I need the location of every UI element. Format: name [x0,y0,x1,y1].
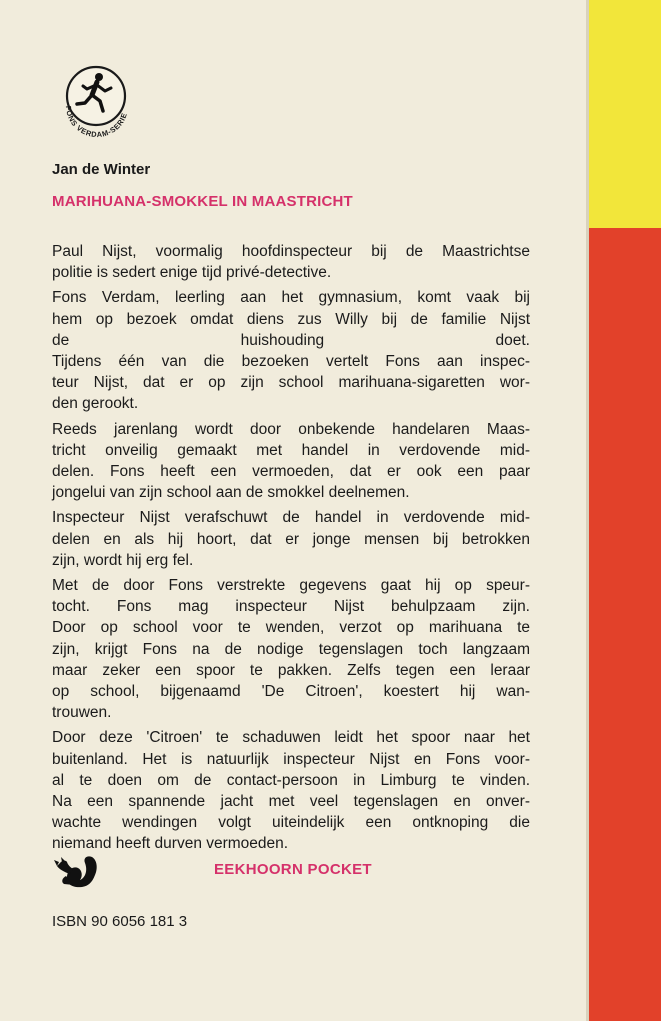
blurb-line: niemand heeft durven vermoeden. [52,835,289,853]
blurb-line: maar zeker een spoor te pakken. Zelfs tegen een leraar [52,661,530,679]
blurb-paragraph [52,241,530,283]
blurb-line: buitenland. Het is natuurlijk inspecteur Nijst en Fons voor- [52,750,530,768]
author-name: Jan de Winter [52,161,151,178]
blurb-paragraph [52,287,530,414]
blurb-line: politie is sedert enige tijd privé-detective. [52,264,332,282]
blurb-line: Reeds jarenlang wordt door onbekende handelaren Maas- [52,420,530,438]
blurb-line: Inspecteur Nijst verafschuwt de handel in verdovende mid- [52,509,530,527]
blurb-line: delen. Fons heeft een vermoeden, dat er ook een paar [52,463,530,481]
blurb-line: de huishouding doet. [52,331,530,349]
blurb-line: Door deze 'Citroen' te schaduwen leidt het spoor naar het [52,729,530,747]
book-title: MARIHUANA-SMOKKEL IN MAASTRICHT [52,193,353,210]
yellow-color-stripe [589,0,661,228]
blurb-paragraph [52,419,530,504]
blurb-paragraph [52,575,530,723]
blurb-line: delen en als hij hoort, dat er jonge mensen bij betrokken [52,530,530,548]
isbn-number: ISBN 90 6056 181 3 [52,913,188,930]
blurb-line: tricht onveilig gemaakt met handel in verdovende mid- [52,441,530,459]
blurb-line: al te doen om de contact-persoon in Limburg te vinden. [52,771,530,789]
blurb-line: hem op bezoek omdat diens zus Willy bij de familie Nijst [52,310,530,328]
blurb-text [52,241,530,859]
blurb-line: op school, bijgenaamd 'De Citroen', koestert hij wan- [52,683,530,701]
blurb-line: jongelui van zijn school aan de smokkel deelnemen. [52,484,410,502]
blurb-line: Tijdens één van die bezoeken vertelt Fons aan inspec- [52,353,530,371]
blurb-line: zijn, krijgt Fons na de nodige tegenslagen toch langzaam [52,640,530,658]
squirrel-icon [52,854,98,890]
blurb-line: tocht. Fons mag inspecteur Nijst behulpzaam zijn. [52,598,530,616]
blurb-line: den gerookt. [52,395,139,413]
blurb-paragraph [52,727,530,854]
blurb-line: zijn, wordt hij erg fel. [52,551,194,569]
red-color-stripe [589,228,661,1021]
blurb-paragraph [52,507,530,571]
blurb-line: teur Nijst, dat er op zijn school marihuana-sigaretten wor- [52,374,530,392]
blurb-line: Fons Verdam, leerling aan het gymnasium, komt vaak bij [52,289,530,307]
blurb-line: Paul Nijst, voormalig hoofdinspecteur bij de Maastrichtse [52,243,530,260]
publisher-name: EEKHOORN POCKET [214,861,372,878]
blurb-line: wachte wendingen volgt uiteindelijk een ontknoping die [52,814,530,832]
blurb-line: Na een spannende jacht met veel tegenslagen en onver- [52,793,530,811]
blurb-line: Met de door Fons verstrekte gegevens gaat hij op speur- [52,577,530,595]
series-logo [52,58,136,142]
blurb-line: trouwen. [52,704,112,722]
blurb-line: Door op school voor te wenden, verzot op marihuana te [52,619,530,637]
series-name: FONS VERDAM-SERIE [63,105,130,140]
